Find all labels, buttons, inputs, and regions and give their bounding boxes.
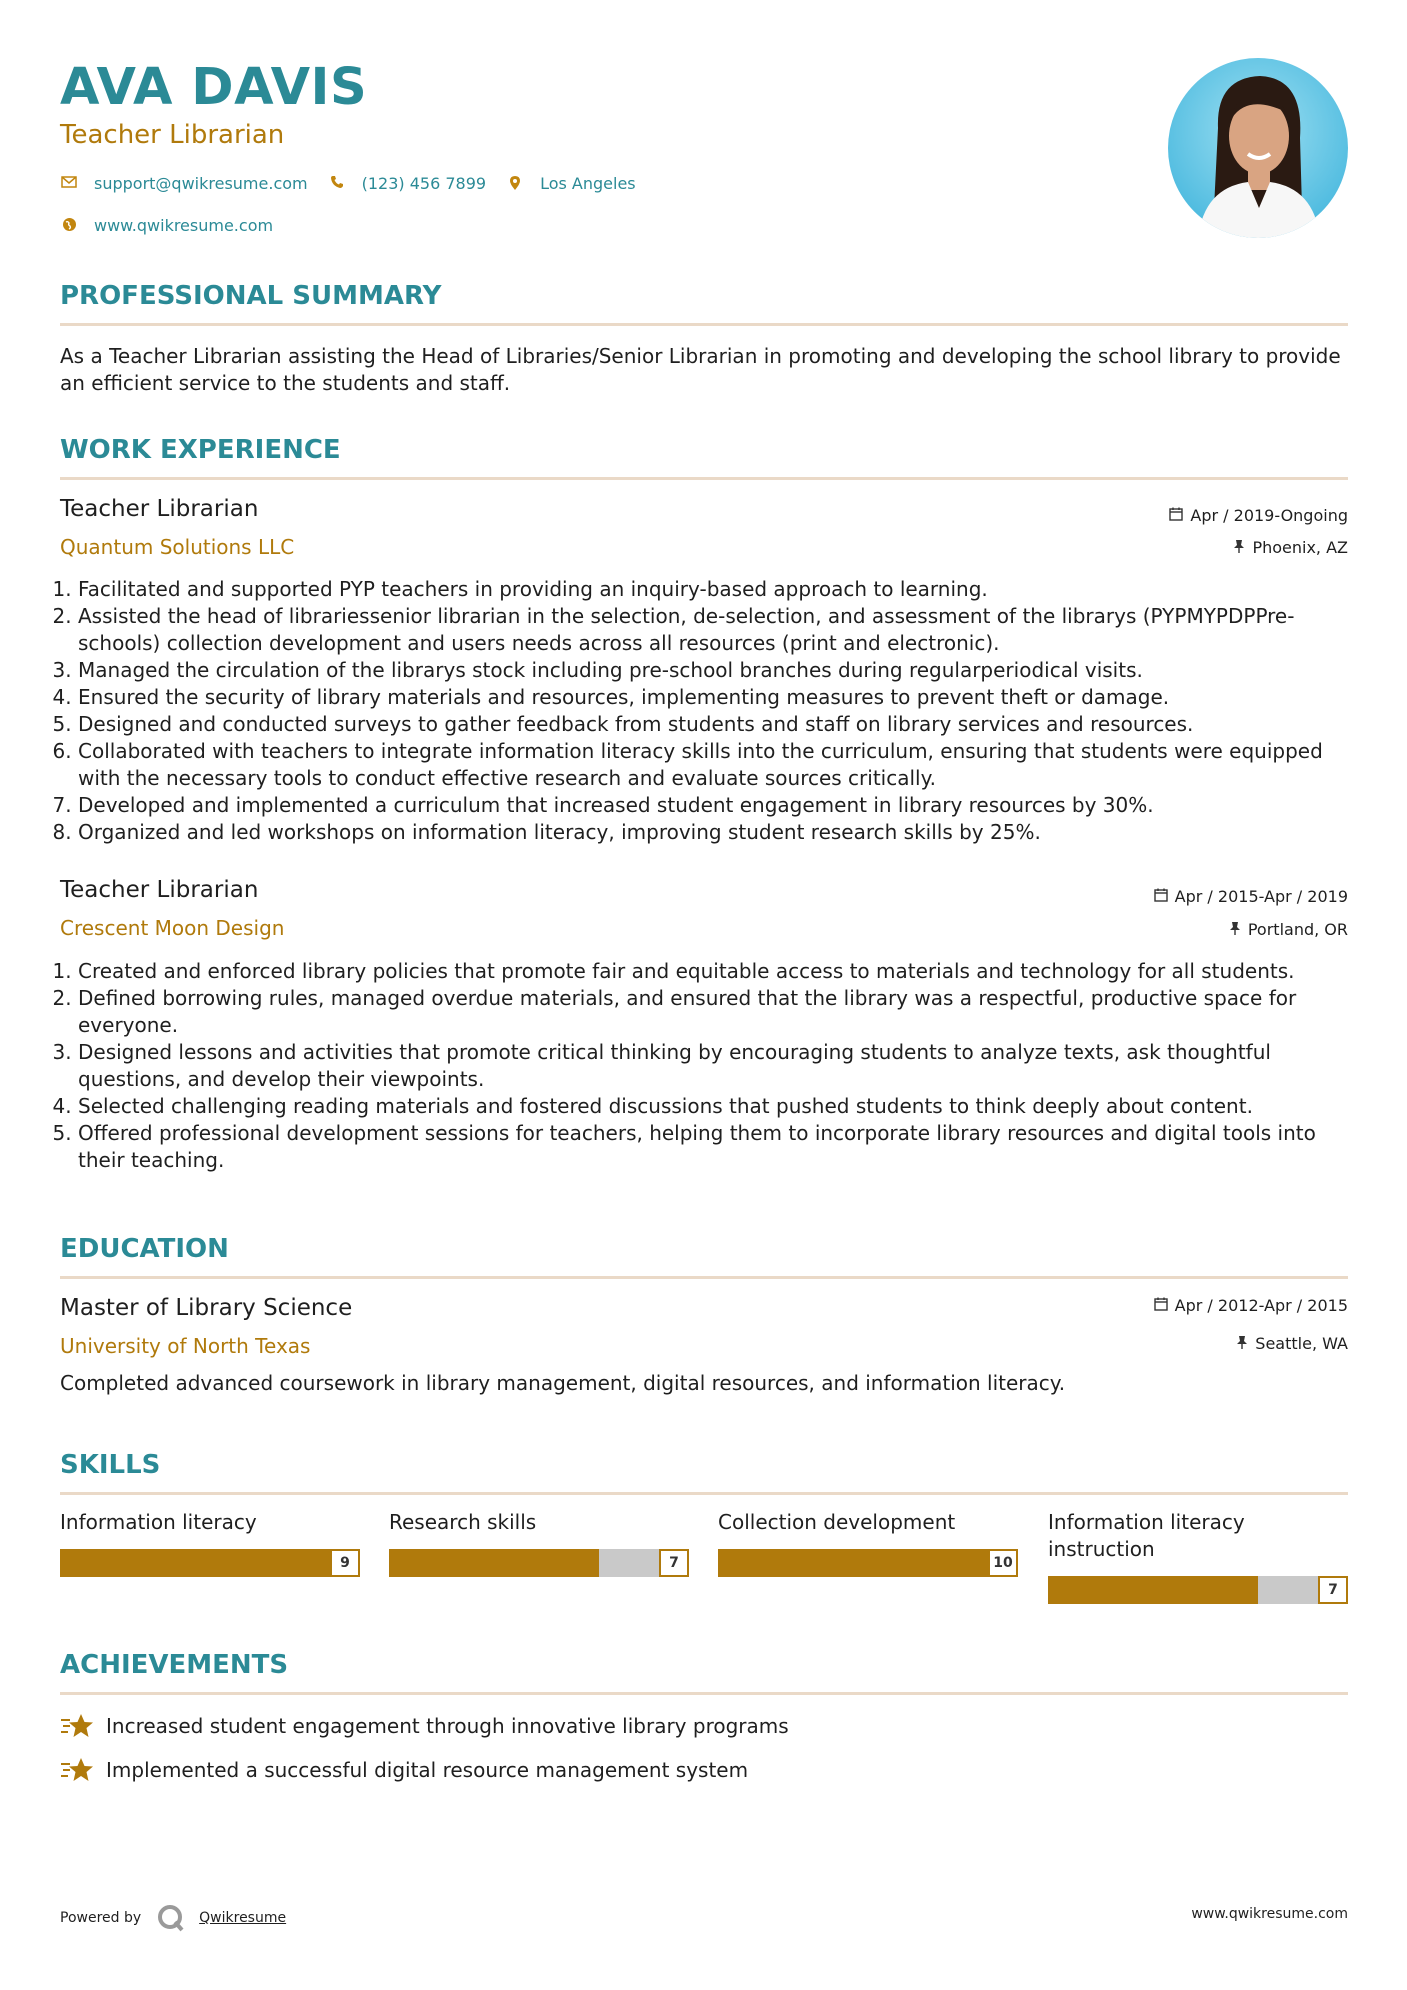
job-bullet-list (60, 576, 1366, 846)
skill-bar-segment (1078, 1576, 1108, 1604)
skill-bar-segment (808, 1549, 838, 1577)
section-divider (60, 1276, 1348, 1279)
skill-bar-segment (300, 1549, 330, 1577)
list-item: 2. Assisted the head of librariessenior librarian in the selection, de-selection, and assessment of the librarys (PYPMYPDPPre-schools) collection development and users needs across all resources (print and electronic). (78, 603, 1366, 657)
list-item: 1. Created and enforced library policies that promote fair and equitable access to materials and technology for all students. (78, 958, 1366, 985)
skill-name: Information literacy (60, 1510, 257, 1534)
skill-bar-segment (150, 1549, 180, 1577)
section-divider (60, 1692, 1348, 1695)
list-item: 8. Organized and led workshops on information literacy, improving student research skills by 25%. (78, 819, 1366, 846)
skill-bar-segment (419, 1549, 449, 1577)
skill-bar-segment (90, 1549, 120, 1577)
calendar-icon (1154, 888, 1168, 906)
phone-text[interactable]: (123) 456 7899 (361, 174, 487, 193)
skill-bar-segment (778, 1549, 808, 1577)
list-item: 2. Defined borrowing rules, managed overdue materials, and ensured that the library was a respectful, productive space for everyone. (78, 985, 1366, 1039)
job-dates: Apr / 2019-Ongoing (1169, 506, 1348, 525)
section-divider (60, 323, 1348, 326)
skill-score: 7 (659, 1549, 689, 1577)
pushpin-icon (1233, 539, 1245, 557)
skill-bar-segment (1048, 1576, 1078, 1604)
list-item: 4. Ensured the security of library materials and resources, implementing measures to prevent theft or damage. (78, 684, 1366, 711)
skill-bar-segment (1168, 1576, 1198, 1604)
star-icon (60, 1756, 96, 1784)
summary-text: As a Teacher Librarian assisting the Head of Libraries/Senior Librarian in promoting and developing the school library to provide an efficient service to the students and staff. (60, 344, 1341, 395)
skill-bar-segment (389, 1549, 419, 1577)
job-company: Quantum Solutions LLC (60, 535, 295, 559)
calendar-icon (1154, 1297, 1168, 1315)
list-item: 4. Selected challenging reading materials and fostered discussions that pushed students to think deeply about content. (78, 1093, 1366, 1120)
section-divider (60, 477, 1348, 480)
candidate-name: AVA DAVIS (60, 58, 368, 117)
skill-item (718, 1509, 1018, 1571)
qwikresume-link[interactable]: Qwikresume (199, 1910, 287, 1926)
location-text: Los Angeles (540, 174, 636, 193)
degree-title: Master of Library Science (60, 1295, 353, 1321)
skill-bar-segment (1138, 1576, 1168, 1604)
calendar-icon (1169, 507, 1183, 525)
profile-photo (1168, 58, 1348, 238)
skill-bar-segment (479, 1549, 509, 1577)
map-pin-icon (506, 175, 524, 193)
achievement-item (60, 1712, 789, 1740)
envelope-icon (60, 175, 78, 193)
skill-bar-segment (60, 1549, 90, 1577)
qwikresume-logo-icon (157, 1904, 185, 1932)
section-divider (60, 1492, 1348, 1495)
pushpin-icon (1229, 921, 1241, 939)
skill-item (1048, 1509, 1348, 1598)
skill-bar-segment (1198, 1576, 1228, 1604)
skill-bar-segment (1258, 1576, 1288, 1604)
pushpin-icon (1236, 1335, 1248, 1353)
globe-icon (60, 217, 78, 235)
skill-rating-bar (718, 1549, 1018, 1577)
skill-bar-segment (958, 1549, 988, 1577)
skill-bar-segment (629, 1549, 659, 1577)
achievement-text: Implemented a successful digital resource management system (106, 1758, 749, 1782)
skill-bar-segment (1228, 1576, 1258, 1604)
skill-score: 9 (330, 1549, 360, 1577)
list-item: 1. Facilitated and supported PYP teachers in providing an inquiry-based approach to learning. (78, 576, 1366, 603)
skill-bar-segment (270, 1549, 300, 1577)
achievements-heading: ACHIEVEMENTS (60, 1650, 1348, 1680)
skill-bar-segment (1288, 1576, 1318, 1604)
skill-bar-segment (539, 1549, 569, 1577)
skill-bar-segment (449, 1549, 479, 1577)
skill-bar-segment (599, 1549, 629, 1577)
skill-score: 10 (988, 1549, 1018, 1577)
skill-score: 7 (1318, 1576, 1348, 1604)
skill-bar-segment (1108, 1576, 1138, 1604)
list-item: 7. Developed and implemented a curriculum that increased student engagement in library resources by 30%. (78, 792, 1366, 819)
skill-bar-segment (718, 1549, 748, 1577)
skill-bar-segment (928, 1549, 958, 1577)
list-item: 3. Designed lessons and activities that promote critical thinking by encouraging students to analyze texts, ask thoughtful questions, and develop their viewpoints. (78, 1039, 1366, 1093)
skill-bar-segment (898, 1549, 928, 1577)
skills-heading: SKILLS (60, 1450, 1348, 1480)
job-location: Portland, OR (1229, 920, 1348, 939)
education-dates: Apr / 2012-Apr / 2015 (1154, 1296, 1348, 1315)
phone-icon (328, 175, 346, 193)
list-item: 5. Offered professional development sessions for teachers, helping them to incorporate library resources and digital tools into their teaching. (78, 1120, 1366, 1174)
contact-row-1 (60, 174, 656, 193)
contact-row-2 (60, 216, 293, 235)
skill-rating-bar (60, 1549, 360, 1577)
job-company: Crescent Moon Design (60, 916, 285, 940)
skill-bar-segment (838, 1549, 868, 1577)
work-heading: WORK EXPERIENCE (60, 435, 1348, 465)
summary-heading: PROFESSIONAL SUMMARY (60, 281, 1348, 311)
job-title: Teacher Librarian (60, 877, 259, 903)
email-link[interactable]: support@qwikresume.com (94, 174, 308, 193)
education-heading: EDUCATION (60, 1234, 1348, 1264)
star-icon (60, 1712, 96, 1740)
skill-bar-segment (569, 1549, 599, 1577)
list-item: 6. Collaborated with teachers to integrate information literacy skills into the curriculum, ensuring that students were equipped with the necessary tools to conduct effective research and evaluate sources critically. (78, 738, 1366, 792)
achievement-text: Increased student engagement through innovative library programs (106, 1714, 789, 1738)
school-name: University of North Texas (60, 1334, 311, 1358)
job-title: Teacher Librarian (60, 496, 259, 522)
skill-bar-segment (120, 1549, 150, 1577)
skill-item (60, 1509, 360, 1571)
skill-item (389, 1509, 689, 1571)
skill-rating-bar (1048, 1576, 1348, 1604)
skill-bar-segment (748, 1549, 778, 1577)
education-location: Seattle, WA (1236, 1334, 1348, 1353)
footer-powered-by (60, 1904, 286, 1932)
list-item: 3. Managed the circulation of the librarys stock including pre-school branches during regularperiodical visits. (78, 657, 1366, 684)
skill-bar-segment (868, 1549, 898, 1577)
job-dates: Apr / 2015-Apr / 2019 (1154, 887, 1348, 906)
skill-name: Collection development (718, 1510, 956, 1534)
education-description: Completed advanced coursework in library management, digital resources, and information literacy. (60, 1371, 1066, 1395)
skill-bar-segment (509, 1549, 539, 1577)
skill-name: Research skills (389, 1510, 537, 1534)
footer-website[interactable]: www.qwikresume.com (1191, 1906, 1348, 1922)
skill-bar-segment (180, 1549, 210, 1577)
job-bullet-list (60, 958, 1366, 1174)
website-link[interactable]: www.qwikresume.com (94, 216, 274, 235)
skill-bar-segment (210, 1549, 240, 1577)
achievement-item (60, 1756, 748, 1784)
candidate-title: Teacher Librarian (60, 120, 285, 150)
powered-by-label: Powered by (60, 1910, 142, 1926)
job-location: Phoenix, AZ (1233, 538, 1348, 557)
list-item: 5. Designed and conducted surveys to gather feedback from students and staff on library services and resources. (78, 711, 1366, 738)
skill-rating-bar (389, 1549, 689, 1577)
skill-name: Information literacy instruction (1048, 1510, 1245, 1561)
skill-bar-segment (240, 1549, 270, 1577)
